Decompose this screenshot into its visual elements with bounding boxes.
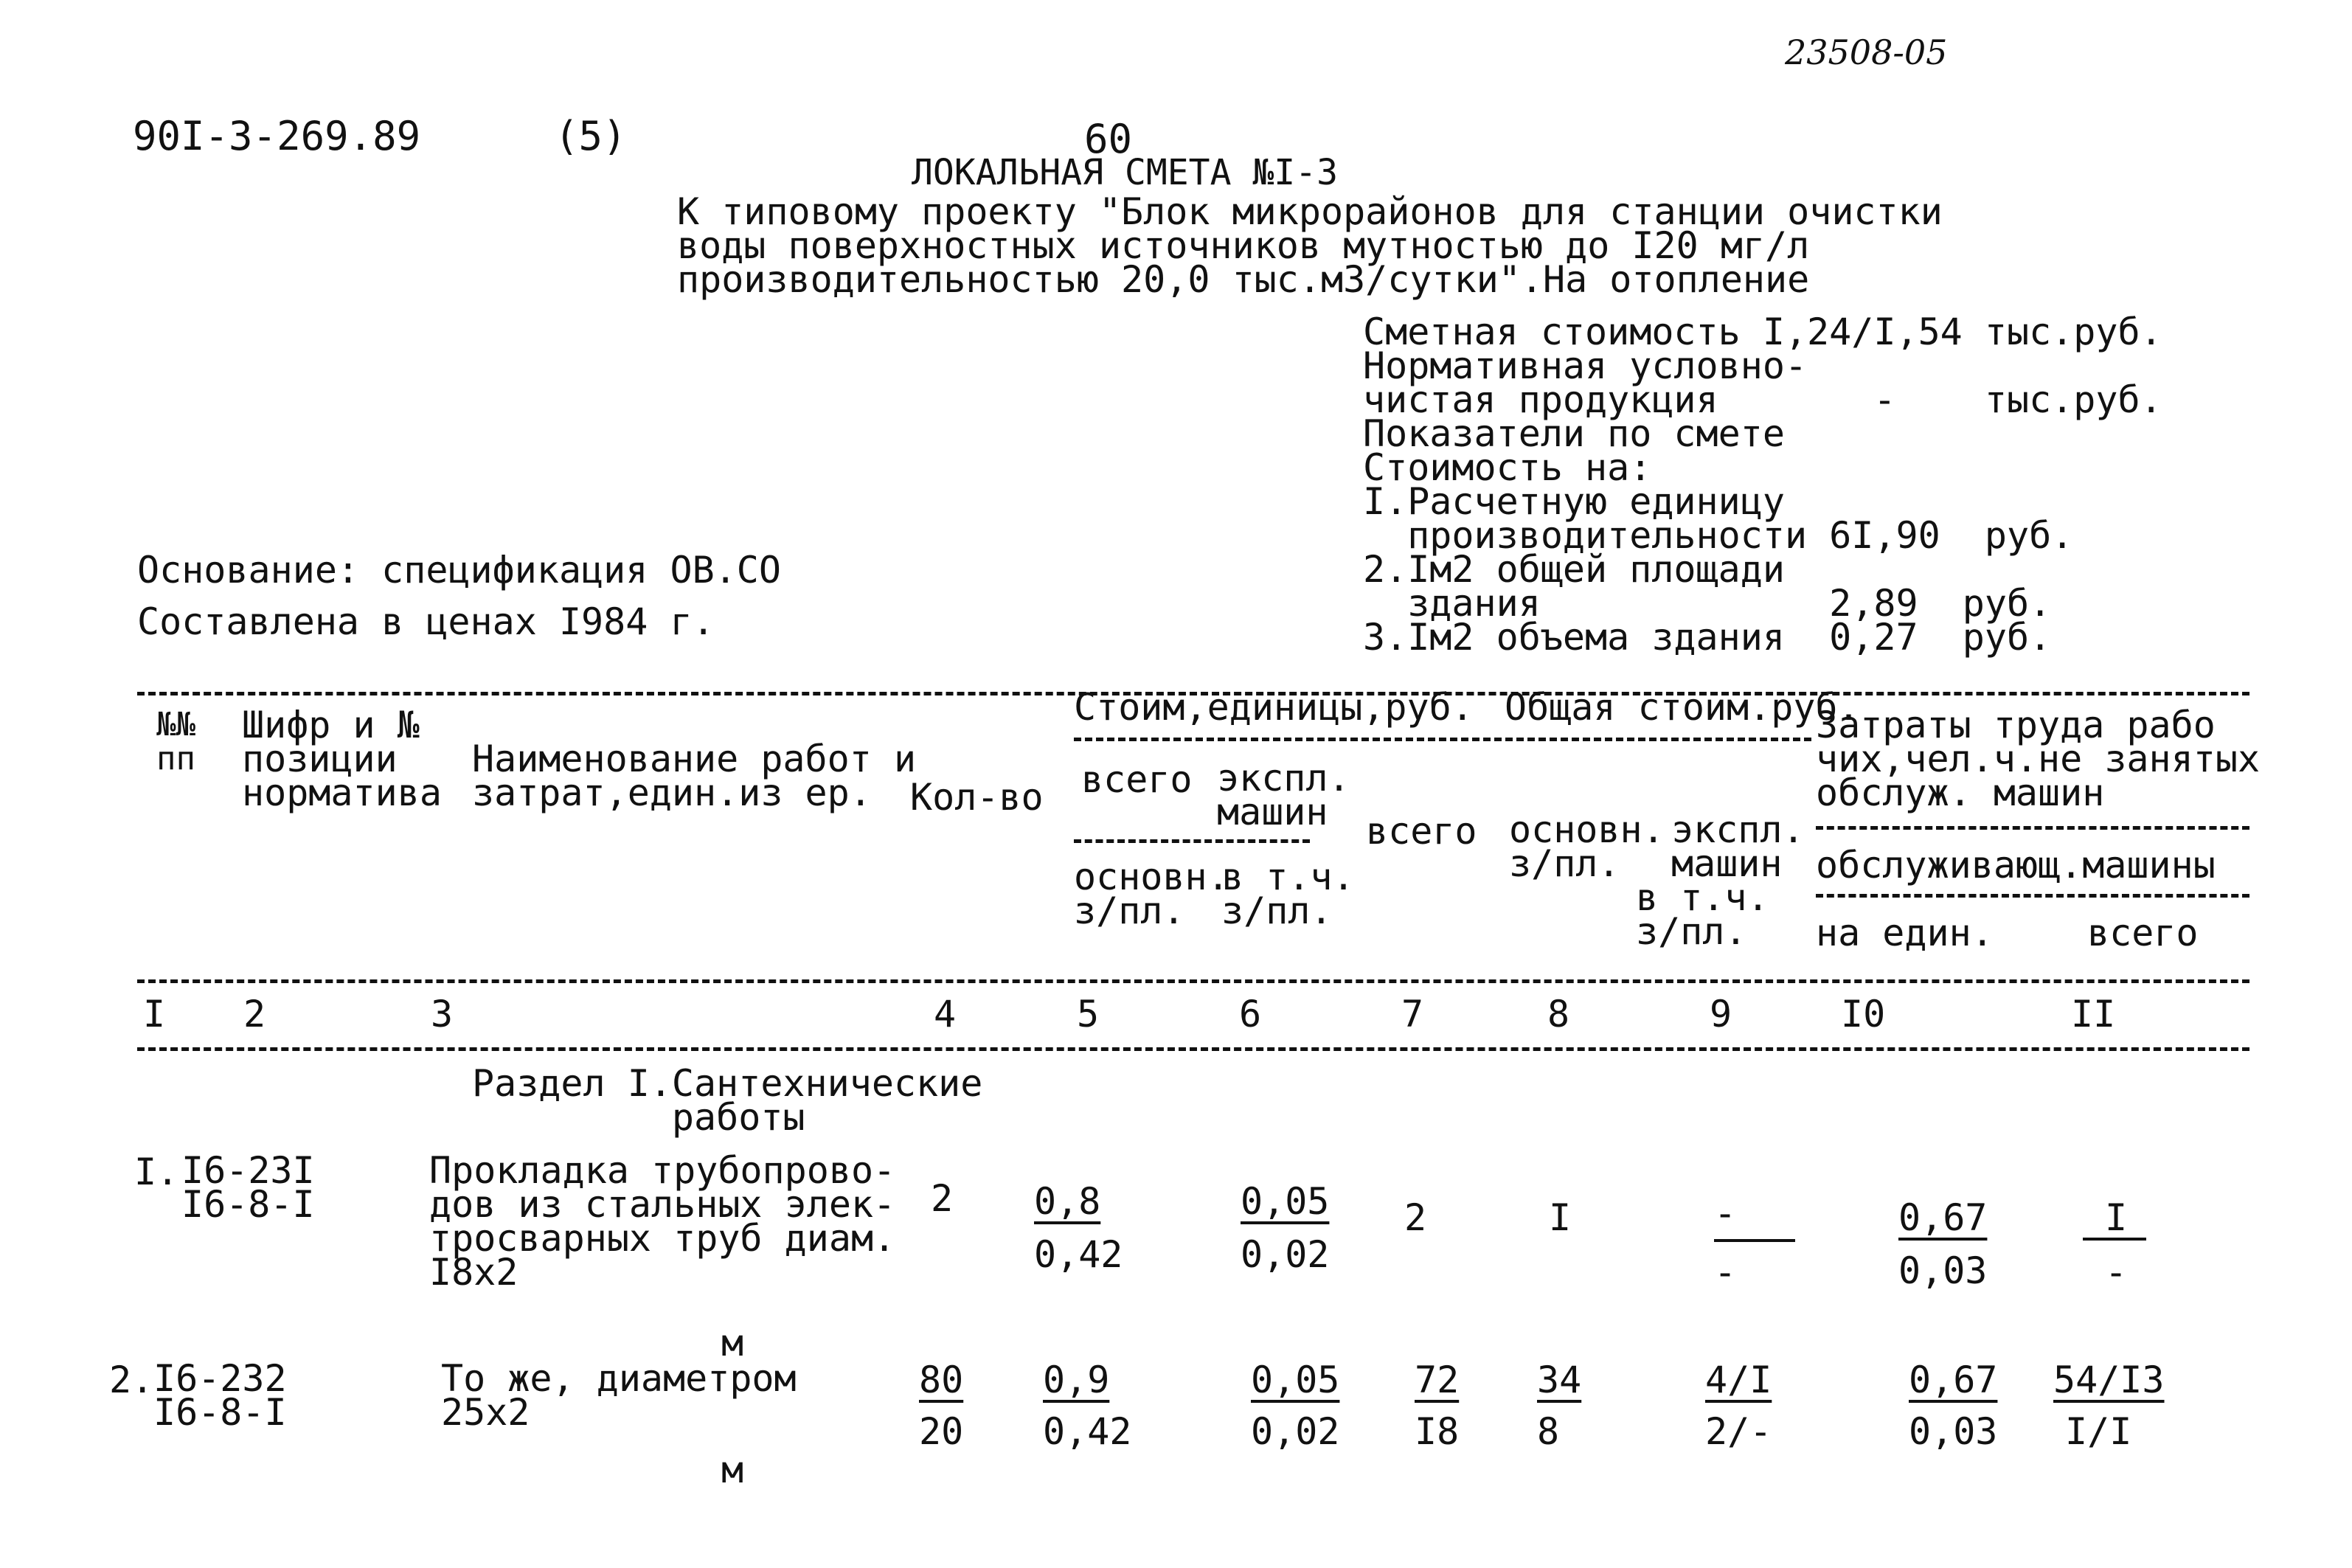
col-number: 6 (1239, 993, 1262, 1035)
col-number: I (143, 993, 166, 1035)
row-total-base: I (1549, 1196, 1572, 1239)
header-total-cost: Общая стоим.руб. (1505, 686, 1860, 729)
header-labor-total: всего (2087, 912, 2199, 954)
summary-line: Сметная стоимость I,24/I,54 тыс.руб. (1363, 311, 2162, 353)
section-heading: Раздел I.Сантехнические работы (472, 1062, 983, 1139)
header-subrule (1074, 839, 1310, 843)
row-total-mach: - (1714, 1192, 1737, 1235)
header-subrule (1074, 738, 1811, 741)
row-unit-incl: 0,02 (1251, 1410, 1340, 1453)
summary-line: Показатели по смете (1363, 412, 1785, 455)
subtitle-line: воды поверхностных источников мутностью до I20 мг/л (677, 224, 1810, 267)
row-name: То же, диаметром 25x2 (441, 1357, 797, 1434)
summary-line: здания 2,89 руб. (1363, 582, 2052, 625)
row-total-mach-rule (1714, 1239, 1795, 1242)
summary-line: 2.Iм2 общей площади (1363, 548, 1785, 591)
row-unit-mach: 0,05 (1251, 1359, 1340, 1401)
col-number: 4 (934, 993, 957, 1035)
document-code: 90I-3-269.89 (133, 113, 421, 159)
row-labor-total: 54/I3 (2053, 1359, 2165, 1401)
row-unit-base: 0,42 (1034, 1233, 1123, 1276)
row-unit: м (721, 1449, 744, 1491)
row-qty: 2 (931, 1177, 954, 1220)
row-unit-mach: 0,05 (1241, 1180, 1330, 1223)
header-total-all: всего (1366, 810, 1477, 853)
summary-line: 3.Iм2 объема здания 0,27 руб. (1363, 616, 2052, 659)
row-labor-unit: 0,67 (1898, 1196, 1988, 1239)
summary-line: Нормативная условно- (1363, 344, 1808, 387)
col-number: I0 (1841, 993, 1886, 1035)
row-labor-service-total: - (2105, 1251, 2128, 1294)
header-unit-total: всего (1081, 758, 1193, 801)
header-qty: Кол-во (910, 776, 1044, 819)
row-unit-total: 0,8 (1034, 1180, 1101, 1223)
subtitle-line: производительностью 20,0 тыс.м3/сутки".На отопление (677, 258, 1810, 301)
prices-text: Составлена в ценах I984 г. (137, 600, 715, 643)
table-rule-numbers-bottom (137, 1047, 2249, 1051)
document-title: ЛОКАЛЬНАЯ СМЕТА №I-3 (912, 152, 1338, 193)
row-qty: 80 (919, 1359, 964, 1401)
row-total-incl: - (1714, 1251, 1737, 1294)
header-subrule (1816, 894, 2249, 898)
header-total-base: основн. з/пл. (1509, 808, 1665, 885)
col-number: 8 (1547, 993, 1570, 1035)
col-number: 3 (431, 993, 454, 1035)
row-total-all-base: I8 (1415, 1410, 1460, 1453)
page-number: 60 (1084, 116, 1133, 162)
row-labor-unit: 0,67 (1909, 1359, 1998, 1401)
summary-line: чистая продукция - тыс.руб. (1363, 378, 2162, 421)
row-unit: м (721, 1322, 744, 1364)
header-labor-unit: на един. (1816, 912, 1994, 954)
header-labor-service: обслуживающ.машины (1816, 844, 2216, 887)
sheet-number: (5) (555, 113, 627, 159)
header-unit-mach: экспл. машин (1217, 757, 1350, 833)
row-labor-service-total: I/I (2065, 1410, 2132, 1453)
row-unit-total: 0,9 (1043, 1359, 1110, 1401)
row-unit-base: 0,42 (1043, 1410, 1132, 1453)
row-total-incl: 2/- (1705, 1410, 1772, 1453)
header-code: Шифр и № позиции норматива (242, 704, 442, 814)
subtitle-line: К типовому проекту "Блок микрорайонов для станции очистки (677, 190, 1943, 233)
table-rule-header-bottom (137, 979, 2249, 983)
summary-line: производительности 6I,90 руб. (1363, 514, 2074, 557)
col-number: 7 (1401, 993, 1424, 1035)
header-unit-incl: в т.ч. з/пл. (1221, 856, 1355, 932)
row-total-all: 2 (1404, 1196, 1427, 1239)
col-number: 5 (1077, 993, 1100, 1035)
row-total-mach: 4/I (1705, 1359, 1772, 1401)
row-total-base: 34 (1537, 1359, 1582, 1401)
row-number: 2. (109, 1359, 154, 1401)
header-labor: Затраты труда рабо чих,чел.ч.не занятых обслуж. машин (1816, 704, 2261, 814)
header-num: №№ пп (156, 706, 195, 777)
row-labor-service-unit: 0,03 (1909, 1410, 1998, 1453)
col-number: 2 (243, 993, 266, 1035)
row-qty-base: 20 (919, 1410, 964, 1453)
handwritten-stamp: 23508-05 (1785, 32, 1948, 72)
row-unit-incl: 0,02 (1241, 1233, 1330, 1276)
header-unit-base: основн. з/пл. (1074, 856, 1229, 932)
row-name: Прокладка трубопрово- дов из стальных элек- тросварных труб диам. I8x2 (429, 1149, 896, 1294)
header-subrule (1816, 826, 2249, 830)
row-code: I6-23I I6-8-I (181, 1149, 315, 1226)
row-labor-service-unit: 0,03 (1898, 1249, 1988, 1292)
col-number: 9 (1710, 993, 1732, 1035)
row-labor-total: I (2105, 1196, 2128, 1239)
summary-line: Стоимость на: (1363, 446, 1652, 489)
header-total-incl: в т.ч. з/пл. (1636, 876, 1769, 953)
row-total-all: 72 (1415, 1359, 1460, 1401)
header-total-mach: экспл. машин (1671, 808, 1805, 885)
row-number: I. (134, 1151, 179, 1193)
basis-text: Основание: спецификация ОВ.СО (137, 549, 781, 592)
summary-line: I.Расчетную единицу (1363, 480, 1785, 523)
header-unit-cost: Стоим,единицы,руб. (1074, 686, 1474, 729)
row-code: I6-232 I6-8-I (153, 1357, 287, 1434)
col-number: II (2071, 993, 2116, 1035)
header-name: Наименование работ и затрат,един.из ер. (472, 738, 917, 814)
row-total-base-incl: 8 (1537, 1410, 1560, 1453)
